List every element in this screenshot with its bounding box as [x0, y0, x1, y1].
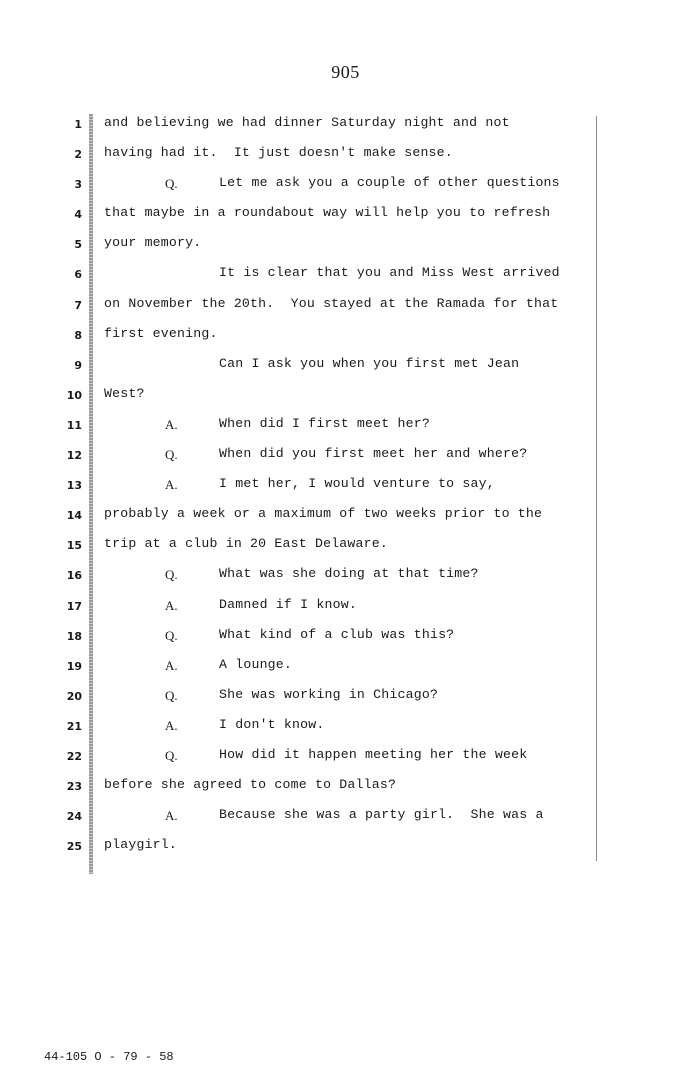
speaker-label: A.	[165, 597, 178, 613]
speaker-label: A.	[165, 717, 178, 733]
line-text: When did you first meet her and where?	[219, 446, 528, 462]
line-number: 14	[66, 509, 82, 523]
speaker-label: Q.	[165, 176, 178, 192]
speaker-label: A.	[165, 477, 178, 493]
line-number: 5	[74, 238, 82, 252]
transcript-line	[0, 684, 691, 714]
line-text: playgirl.	[104, 837, 178, 853]
line-text: How did it happen meeting her the week	[219, 746, 528, 762]
line-text: probably a week or a maximum of two weeks prior to the	[104, 506, 543, 522]
transcript-line	[0, 624, 691, 654]
transcript-line	[0, 774, 691, 804]
transcript-body	[0, 112, 691, 864]
line-text: your memory.	[104, 235, 202, 251]
transcript-line	[0, 654, 691, 684]
transcript-line	[0, 834, 691, 864]
line-number: 2	[74, 148, 82, 162]
line-text: Can I ask you when you first met Jean	[219, 355, 520, 371]
line-text: Because she was a party girl. She was a	[219, 807, 544, 823]
transcript-line	[0, 744, 691, 774]
line-number: 10	[66, 388, 82, 402]
speaker-label: A.	[165, 657, 178, 673]
transcript-line	[0, 413, 691, 443]
line-number: 16	[66, 569, 82, 583]
transcript-line	[0, 714, 691, 744]
line-text: trip at a club in 20 East Delaware.	[104, 536, 388, 552]
line-number: 4	[74, 208, 82, 222]
line-text: and believing we had dinner Saturday night and not	[104, 115, 510, 130]
line-text: I met her, I would venture to say,	[219, 476, 495, 492]
line-text: Let me ask you a couple of other questions	[219, 175, 560, 191]
line-text: A lounge.	[219, 656, 293, 672]
transcript-line	[0, 804, 691, 834]
transcript-line	[0, 142, 691, 172]
line-number: 22	[66, 749, 82, 763]
speaker-label: A.	[165, 808, 178, 824]
speaker-label: Q.	[165, 747, 178, 763]
transcript-line	[0, 353, 691, 383]
speaker-label: A.	[165, 416, 178, 432]
line-number: 9	[74, 358, 82, 372]
line-text: that maybe in a roundabout way will help you to refresh	[104, 205, 551, 221]
line-text: first evening.	[104, 325, 218, 341]
transcript-line	[0, 594, 691, 624]
line-number: 7	[74, 298, 82, 312]
transcript-line	[0, 443, 691, 473]
line-text: I don't know.	[219, 716, 325, 732]
transcript-line	[0, 383, 691, 413]
line-text: having had it. It just doesn't make sense.	[104, 145, 453, 161]
transcript-line	[0, 202, 691, 232]
line-text: She was working in Chicago?	[219, 686, 439, 702]
transcript-line	[0, 563, 691, 593]
line-number: 11	[66, 418, 82, 432]
transcript-line	[0, 293, 691, 323]
speaker-label: Q.	[165, 687, 178, 703]
transcript-line	[0, 262, 691, 292]
speaker-label: Q.	[165, 447, 178, 463]
line-number: 20	[66, 689, 82, 703]
page-number: 905	[331, 62, 360, 82]
line-number: 1	[74, 118, 82, 131]
line-number: 6	[74, 268, 82, 282]
line-number: 12	[66, 449, 82, 463]
footer-code: 44-105 O - 79 - 58	[44, 1050, 174, 1064]
transcript-line	[0, 503, 691, 533]
transcript-line	[0, 323, 691, 353]
line-number: 3	[74, 178, 82, 192]
line-number: 17	[66, 599, 82, 613]
line-number: 18	[66, 629, 82, 643]
line-number: 19	[66, 659, 82, 673]
line-text: When did I first meet her?	[219, 415, 430, 431]
line-number: 24	[66, 810, 82, 824]
line-text: on November the 20th. You stayed at the Ramada for that	[104, 295, 559, 311]
line-number: 21	[66, 719, 82, 733]
line-number: 25	[66, 840, 82, 854]
line-text: West?	[104, 385, 145, 401]
line-number: 15	[66, 539, 82, 553]
line-text: What was she doing at that time?	[219, 566, 479, 582]
line-text: It is clear that you and Miss West arrived	[219, 265, 560, 281]
transcript-line	[0, 112, 691, 142]
line-text: before she agreed to come to Dallas?	[104, 777, 397, 793]
line-number: 13	[66, 479, 82, 493]
transcript-line	[0, 473, 691, 503]
line-number: 8	[74, 328, 82, 342]
transcript-line	[0, 172, 691, 202]
transcript-line	[0, 533, 691, 563]
line-text: What kind of a club was this?	[219, 626, 455, 642]
speaker-label: Q.	[165, 627, 178, 643]
speaker-label: Q.	[165, 567, 178, 583]
line-number: 23	[66, 780, 82, 794]
line-text: Damned if I know.	[219, 596, 357, 612]
transcript-line	[0, 232, 691, 262]
